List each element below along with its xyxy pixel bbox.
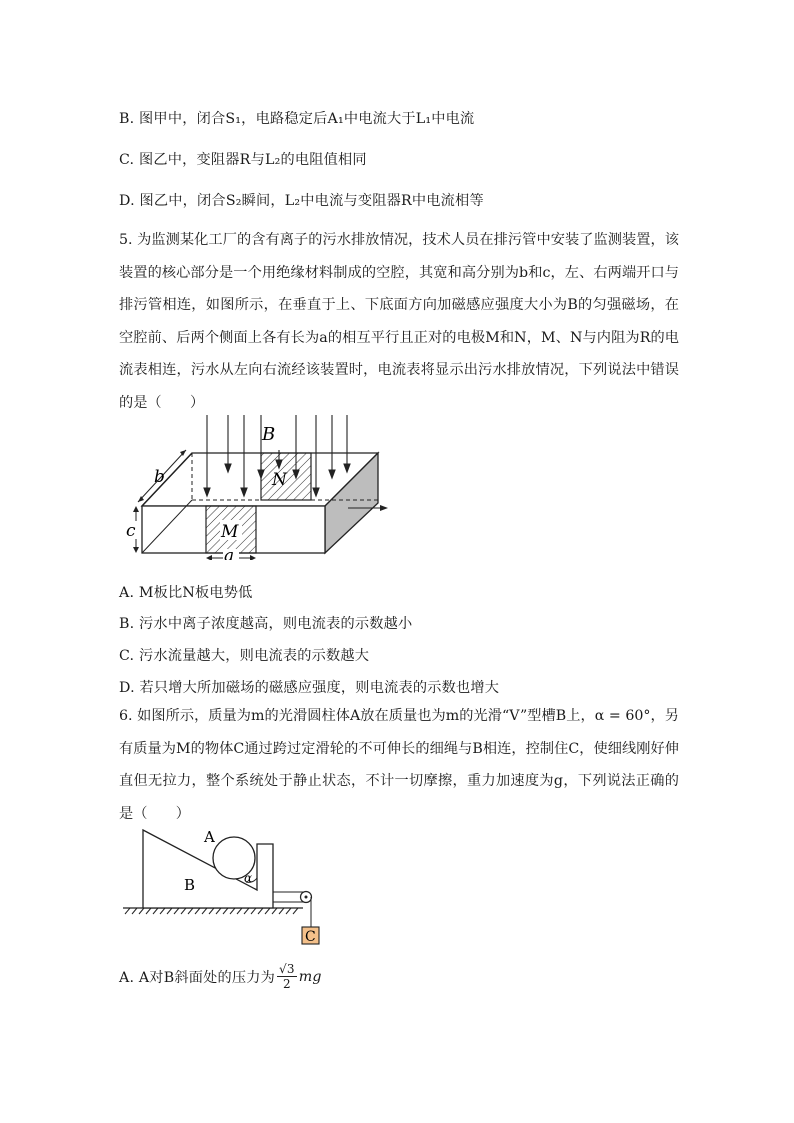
question-6-text: 6. 如图所示，质量为m的光滑圆柱体A放在质量也为m的光滑“V”型槽B上，α = 60°，另有质量为M的物体C通过跨过定滑轮的不可伸长的细绳与B相连，控制住C，使细线刚好伸直但无拉力，整个系统处于静止状态，不计一切摩擦，重力加速度为g，下列说法正确的是（ ） (119, 708, 679, 822)
question-5-text: 5. 为监测某化工厂的含有离子的污水排放情况，技术人员在排污管中安装了监测装置，该装置的核心部分是一个用绝缘材料制成的空腔，其宽和高分别为b和c，左、右两端开口与排污管相连，如图所示，在垂直于上、下底面方向加磁感应强度大小为B的匀强磁场，在空腔前、后两个侧面上各有长为a的相互平行且正对的电极M和N，M、N与内阻为R的电流表相连，污水从左向右流经该装置时，电流表将显示出污水排放情况，下列说法中错误的是（ ） (119, 232, 679, 411)
option-b-prev: B. 图甲中，闭合S₁，电路稳定后A₁中电流大于L₁中电流 (119, 111, 475, 127)
label-a: A (204, 828, 215, 846)
q5-option-b: B. 污水中离子浓度越高，则电流表的示数越小 (119, 616, 413, 632)
q5-option-c: C. 污水流量越大，则电流表的示数越大 (119, 648, 370, 664)
label-m: M (221, 522, 239, 542)
q6-option-a (119, 962, 322, 991)
fraction-denominator: 2 (282, 977, 291, 991)
fraction-numerator: √3 (279, 962, 295, 976)
label-c: C (305, 929, 316, 945)
option-c-prev: C. 图乙中，变阻器R与L₂的电阻值相同 (119, 152, 367, 168)
label-c-dim: c (126, 521, 136, 541)
label-b-dim: b (154, 467, 165, 487)
label-a-dim: a (224, 546, 235, 560)
q5-option-d: D. 若只增大所加磁场的磁感应强度，则电流表的示数也增大 (119, 680, 500, 696)
q6-option-a-prefix: A. A对B斜面处的压力为 (119, 969, 276, 986)
question-5-figure (120, 410, 395, 560)
question-6-figure (120, 822, 330, 947)
q5-option-a: A. M板比N板电势低 (119, 585, 253, 601)
label-b-field: B (262, 424, 276, 445)
label-alpha: α (244, 871, 253, 885)
option-d-prev: D. 图乙中，闭合S₂瞬间，L₂中电流与变阻器R中电流相等 (119, 193, 484, 209)
label-n: N (272, 470, 287, 490)
label-b: B (184, 876, 196, 894)
fraction-sqrt3-over-2 (277, 962, 297, 991)
q6-option-a-suffix: mg (298, 968, 322, 985)
